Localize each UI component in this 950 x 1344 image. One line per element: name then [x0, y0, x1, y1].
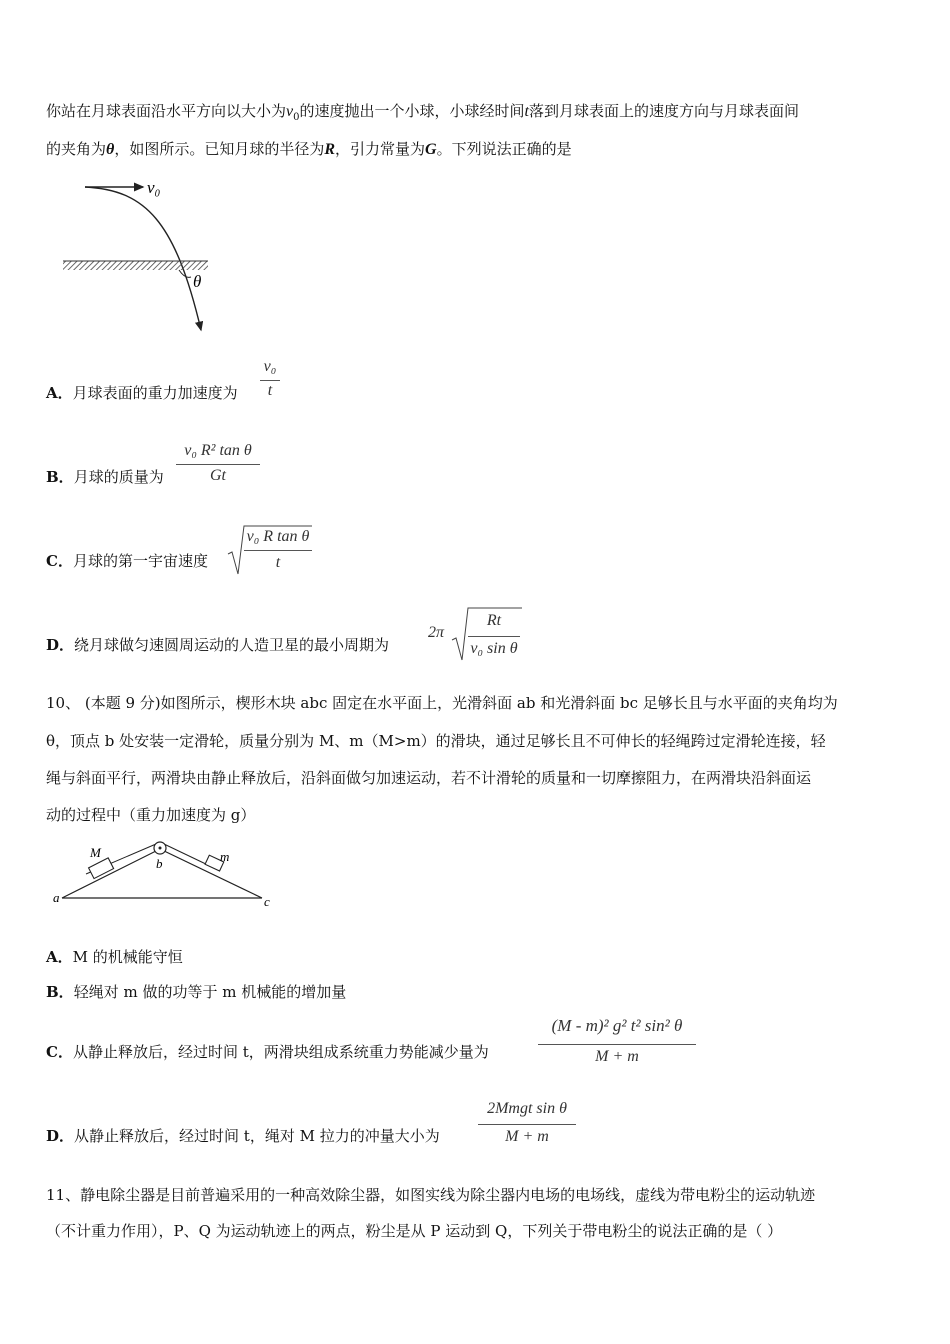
fraction-b: [174, 442, 262, 488]
q9-line-2: [46, 140, 572, 159]
option-text: 月球的第一宇宙速度: [72, 552, 208, 570]
option-text: M 的机械能守恒: [72, 948, 183, 966]
q10-line-3: 绳与斜面平行，两滑块由静止释放后，沿斜面做匀加速运动，若不计滑轮的质量和一切摩擦阻力，在两滑块沿斜面运: [46, 769, 812, 787]
fraction-denominator: v₀ sin θ: [470, 640, 518, 657]
fraction-denominator: Gt: [210, 467, 226, 484]
q9-text: 你站在月球表面沿水平方向以大小为: [46, 102, 287, 120]
q9-text: 。下列说法正确的是: [436, 140, 572, 158]
projectile-figure: [55, 175, 225, 335]
v0-label: v₀: [147, 178, 161, 197]
option-key: D．: [46, 1127, 75, 1145]
fraction-denominator: t: [267, 382, 273, 399]
block-M: [89, 858, 114, 879]
R-symbol: R: [324, 141, 336, 158]
label-m: m: [220, 849, 230, 864]
option-key: B．: [46, 983, 74, 1001]
fraction-q10-d: [476, 1100, 578, 1150]
option-text: 月球的质量为: [73, 468, 164, 486]
q9-option-c: [46, 552, 208, 570]
v0-symbol: v: [286, 103, 294, 120]
option-text: 轻绳对 m 做的功等于 m 机械能的增加量: [73, 983, 347, 1001]
G-symbol: G: [425, 141, 437, 158]
option-key: C．: [46, 1043, 73, 1061]
fraction-d: [466, 612, 524, 660]
fraction-denominator: t: [275, 554, 281, 571]
q9-text: ，如图所示。已知月球的半径为: [114, 140, 325, 158]
q10-line-2: θ，顶点 b 处安装一定滑轮，质量分别为 M、m（M>m）的滑块，通过足够长且不可伸长的轻绳跨过定滑轮连接，轻: [46, 732, 826, 750]
q9-line-1: [46, 102, 799, 127]
q10-option-c: [46, 1043, 489, 1061]
option-key: D．: [46, 636, 75, 654]
fraction-denominator: M + m: [505, 1128, 549, 1145]
fraction-numerator: v₀: [263, 358, 277, 375]
two-pi-prefix: 2π: [428, 624, 445, 641]
fraction-numerator: v₀ R² tan θ: [184, 442, 252, 459]
option-key: C．: [46, 552, 73, 570]
fraction-a: [258, 358, 282, 404]
fraction-numerator: (M - m)² g² t² sin² θ: [551, 1016, 683, 1035]
option-key: B．: [46, 468, 74, 486]
q9-text: 的夹角为: [46, 140, 107, 158]
q9-option-d: [46, 636, 389, 654]
q9-option-a: [46, 384, 238, 402]
option-text: 绕月球做匀速圆周运动的人造卫星的最小周期为: [74, 636, 390, 654]
label-b: b: [156, 856, 163, 871]
q11-line-2: （不计重力作用），P、Q 为运动轨迹上的两点，粉尘是从 P 运动到 Q，下列关于带电粉尘的说法正确的是（ ）: [46, 1222, 783, 1240]
q10-line-4: 动的过程中（重力加速度为 g）: [46, 806, 256, 824]
fraction-c: [242, 528, 314, 574]
q10-line-1: 10、 (本题 9 分)如图所示，楔形木块 abc 固定在水平面上，光滑斜面 ab 和光滑斜面 bc 足够长且与水平面的夹角均为: [46, 694, 838, 712]
fraction-numerator: Rt: [486, 612, 502, 629]
v0-subscript: 0: [293, 112, 300, 123]
t-symbol: t: [524, 103, 529, 120]
option-text: 从静止释放后，经过时间 t，两滑块组成系统重力势能减少量为: [72, 1043, 489, 1061]
option-key: A．: [46, 948, 73, 966]
option-key: A．: [46, 384, 73, 402]
fraction-numerator: v₀ R tan θ: [246, 528, 310, 545]
q9-text: 落到月球表面上的速度方向与月球表面间: [528, 102, 799, 120]
q10-option-b: [46, 983, 346, 1001]
q11-line-1: 11、静电除尘器是目前普遍采用的一种高效除尘器，如图实线为除尘器内电场的电场线，虚线为带电粉尘的运动轨迹: [46, 1186, 816, 1204]
fraction-denominator: M + m: [595, 1048, 639, 1065]
q9-text: ，引力常量为: [335, 140, 426, 158]
label-a: a: [53, 890, 60, 905]
wedge-figure: [50, 840, 290, 910]
option-text: 月球表面的重力加速度为: [72, 384, 238, 402]
option-text: 从静止释放后，经过时间 t，绳对 M 拉力的冲量大小为: [74, 1127, 440, 1145]
trajectory-curve: [85, 187, 201, 330]
label-M: M: [90, 845, 101, 860]
q9-option-b: [46, 468, 164, 486]
fraction-numerator: 2Mmgt sin θ: [487, 1100, 567, 1117]
theta-label: θ: [193, 272, 202, 291]
q10-option-d: [46, 1127, 440, 1145]
label-c: c: [264, 894, 270, 909]
q9-text: 的速度抛出一个小球，小球经时间: [299, 102, 525, 120]
q10-option-a: [46, 948, 183, 966]
ground-surface: [63, 261, 208, 270]
fraction-q10-c: [536, 1016, 698, 1068]
theta-symbol: θ: [106, 141, 115, 158]
